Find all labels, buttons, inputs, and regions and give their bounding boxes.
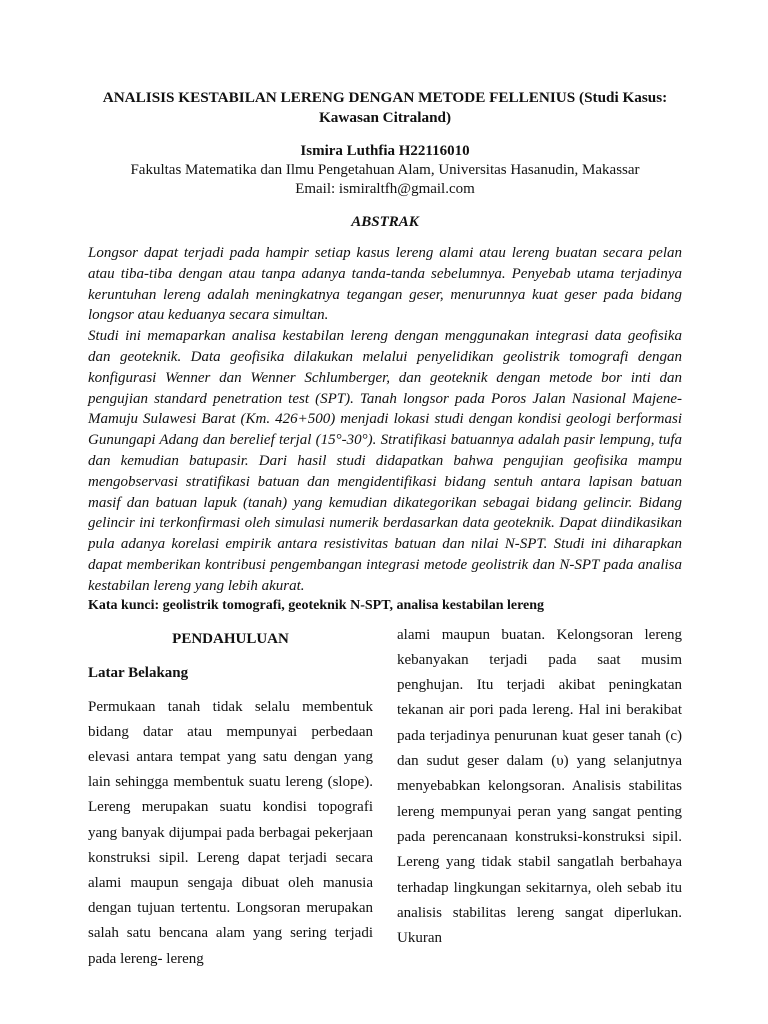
right-column-paragraph: alami maupun buatan. Kelongsoran lereng kebanyakan terjadi pada saat musim penghujan. Itu terjadi akibat peningkatan tekanan air pori pada lereng. Hal ini berakibat pada terjadinya penurunan kuat geser tanah (c) dan sudut geser dalam (υ) yang selanjutnya menyebabkan kelongsoran. Analisis stabilitas lereng mempunyai peran yang sangat penting pada perencanaan konstruksi-konstruksi sipil. Lereng yang tidak stabil sangatlah berbahaya terhadap lingkungan sekitarnya, oleh sebab itu analisis stabilitas lereng sangat diperlukan. Ukuran: [397, 626, 682, 947]
abstract-body: [88, 243, 682, 597]
abstract-heading: ABSTRAK: [351, 214, 419, 230]
two-column-body: [88, 625, 682, 972]
subsection-heading-latar-belakang: Latar Belakang: [88, 664, 189, 681]
author-name: Ismira Luthfia H22116010: [300, 143, 470, 159]
author-email: Email: ismiraltfh@gmail.com: [295, 181, 475, 197]
right-column: [397, 623, 682, 972]
abstract-paragraph-2: Studi ini memaparkan analisa kestabilan lereng dengan menggunakan integrasi data geofisika dan geoteknik. Data geofisika dilakukan melalui penyelidikan geolistrik tomografi dengan konfigurasi Wenner dan Wenner Schlumberger, dan geoteknik dengan metode bor inti dan pengujian standard penetration test (SPT). Tanah longsor pada Poros Jalan Nasional Majene-Mamuju Sulawesi Barat (Km. 426+500) menjadi lokasi studi dengan kondisi geologi berformasi Gunungapi Adang dan berelief terjal (15°-30°). Stratifikasi batuannya adalah pasir lempung, tufa dan kemudian batupasir. Dari hasil studi didapatkan bahwa pengujian geofisika mampu mengobservasi stratifikasi batuan dan mengidentifikasi bidang sentuh antara lapisan batuan masif dan batuan lapuk (tanah) yang kemudian dikategorikan sebagai bidang gelincir. Bidang gelincir ini terkonfirmasi oleh simulasi numerik berdasarkan data geoteknik. Dapat diindikasikan pula adanya korelasi empirik antara resistivitas batuan dan nilai N-SPT. Studi ini diharapkan dapat memberikan kontribusi pengembangan integrasi metode geolistrik dan N-SPT pada analisa kestabilan lereng yang lebih akurat.: [88, 328, 682, 594]
abstract-paragraph-1: Longsor dapat terjadi pada hampir setiap kasus lereng alami atau lereng buatan secara pelan atau tiba-tiba dengan atau tanpa adanya tanda-tanda sebelumnya. Penyebab utama terjadinya keruntuhan lereng adalah meningkatnya tegangan geser, menurunnya kuat geser pada bidang longsor atau keduanya secara simultan.: [88, 245, 682, 324]
section-heading-pendahuluan: PENDAHULUAN: [172, 630, 289, 647]
left-column: [88, 625, 373, 972]
author-affiliation: Fakultas Matematika dan Ilmu Pengetahuan Alam, Universitas Hasanudin, Makassar: [130, 162, 640, 178]
keywords: Kata kunci: geolistrik tomografi, geoteknik N-SPT, analisa kestabilan lereng: [88, 597, 545, 613]
left-column-paragraph: Permukaan tanah tidak selalu membentuk bidang datar atau mempunyai perbedaan elevasi antara tempat yang satu dengan yang lain sehingga membentuk suatu lereng (slope). Lereng merupakan suatu kondisi topografi yang banyak dijumpai pada berbagai pekerjaan konstruksi sipil. Lereng dapat terjadi secara alami maupun sengaja dibuat oleh manusia dengan tujuan tertentu. Longsoran merupakan salah satu bencana alam yang sering terjadi pada lereng- lereng: [88, 698, 373, 967]
paper-title: ANALISIS KESTABILAN LERENG DENGAN METODE FELLENIUS (Studi Kasus: Kawasan Citraland): [102, 89, 668, 126]
